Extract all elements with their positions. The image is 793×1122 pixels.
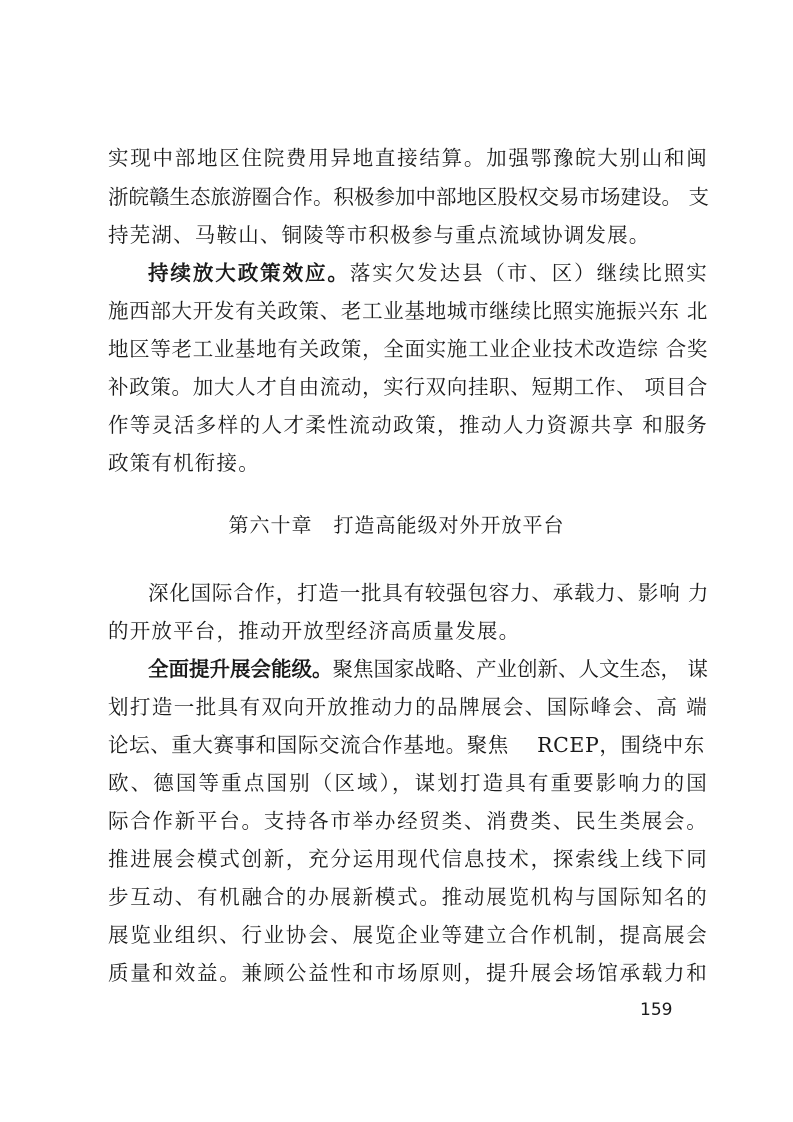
body-text: 落实欠发达县（市、区）继续比照实 xyxy=(349,261,708,285)
body-text-line: 的开放平台，推动开放型经济高质量发展。 xyxy=(108,619,521,643)
body-text-line: 施西部大开发有关政策、老工业基地城市继续比照实施振兴东 北 xyxy=(108,299,708,323)
body-text-line: 际合作新平台。支持各市举办经贸类、消费类、民生类展会。 xyxy=(108,809,708,833)
body-text-line: 质量和效益。兼顾公益性和市场原则，提升展会场馆承载力和 xyxy=(108,961,708,985)
body-text-line: 作等灵活多样的人才柔性流动政策，推动人力资源共享 和服务 xyxy=(108,413,708,437)
body-text-line: 展览业组织、行业协会、展览企业等建立合作机制，提高展会 xyxy=(108,923,708,947)
body-text-line: 浙皖赣生态旅游圈合作。积极参加中部地区股权交易市场建设。 支 xyxy=(108,185,710,209)
paragraph-lead-heading: 持续放大政策效应。 xyxy=(148,261,350,285)
body-text-line: 论坛、重大赛事和国际交流合作基地。聚焦 RCEP，围绕中东 xyxy=(108,733,705,757)
body-text-line: 政策有机衔接。 xyxy=(108,451,260,475)
body-text-line: 实现中部地区住院费用异地直接结算。加强鄂豫皖大别山和闽 xyxy=(108,146,708,170)
paragraph-first-line xyxy=(148,654,708,684)
paragraph-first-line xyxy=(148,258,708,288)
body-text-line: 持芜湖、马鞍山、铜陵等市积极参与重点流域协调发展。 xyxy=(108,223,651,247)
body-text-line: 补政策。加大人才自由流动，实行双向挂职、短期工作、 项目合 xyxy=(108,375,708,399)
body-text-line: 地区等老工业基地有关政策，全面实施工业企业技术改造综 合奖 xyxy=(108,337,708,361)
page-number: 159 xyxy=(640,1000,673,1020)
paragraph-lead-heading: 全面提升展会能级。 xyxy=(148,657,333,681)
body-text-line: 深化国际合作，打造一批具有较强包容力、承载力、影响 力 xyxy=(148,581,710,605)
body-text-line: 步互动、有机融合的办展新模式。推动展览机构与国际知名的 xyxy=(108,885,708,909)
body-text: 聚焦国家战略、产业创新、人文生态， 谋 xyxy=(332,657,709,681)
body-text-line: 推进展会模式创新，充分运用现代信息技术，探索线上线下同 xyxy=(108,847,708,871)
chapter-heading: 第六十章 打造高能级对外开放平台 xyxy=(228,513,565,537)
body-text-line: 欧、德国等重点国别（区域），谋划打造具有重要影响力的国 xyxy=(108,771,708,795)
body-text-line: 划打造一批具有双向开放推动力的品牌展会、国际峰会、高 端 xyxy=(108,695,708,719)
